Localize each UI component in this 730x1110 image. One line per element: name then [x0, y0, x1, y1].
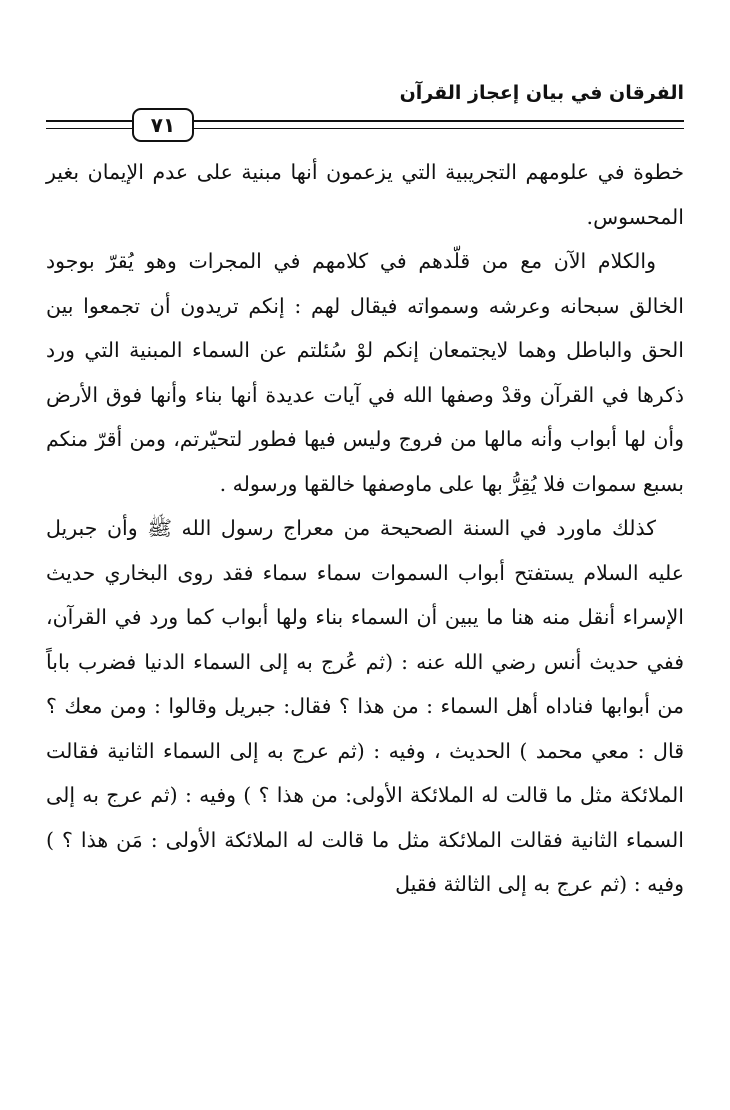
paragraph: والكلام الآن مع من قلّدهم في كلامهم في المجرات وهو يُقرّ بوجود الخالق سبحانه وعرشه وسمواته فيقال لهم : إنكم تريدون أن تجمعوا بين الحق والباطل وهما لايجتمعان إنكم لوْ سُئلتم عن السماء المبنية التي ورد ذكرها في القرآن وقدْ وصفها الله في آيات عديدة أنها بناء وأنها فوق الأرض وأن لها أبواب وأنه مالها من فروج وليس فيها فطور لتحيّرتم، ومن أقرّ منكم بسبع سموات فلا يُقِرُّ بها على ماوصفها خالقها ورسوله . — [46, 249, 684, 496]
page-body — [46, 150, 684, 907]
page-number: ٧١ — [132, 108, 194, 142]
paragraph: خطوة في علومهم التجريبية التي يزعمون أنها مبنية على عدم الإيمان بغير المحسوس. — [46, 160, 684, 229]
page-header — [46, 78, 684, 158]
paragraph: كذلك ماورد في السنة الصحيحة من معراج رسول الله ﷺ وأن جبريل عليه السلام يستفتح أبواب السموات سماء سماء فقد روى البخاري حديث الإسراء أنقل منه هنا ما يبين أن السماء بناء ولها أبواب كما ورد في القرآن، ففي حديث أنس رضي الله عنه : (ثم عُرج به إلى السماء الدنيا فضرب باباً من أبوابها فناداه أهل السماء : من هذا ؟ فقال: جبريل وقالوا : ومن معك ؟ قال : معي محمد ) الحديث ، وفيه : (ثم عرج به إلى السماء الثانية فقالت الملائكة مثل ما قالت له الملائكة الأولى: من هذا ؟ ) وفيه : (ثم عرج به إلى السماء الثانية فقالت الملائكة مثل ما قالت له الملائكة الأولى : مَن هذا ؟ ) وفيه : (ثم عرج به إلى الثالثة فقيل — [46, 516, 684, 896]
running-title: الفرقان في بيان إعجاز القرآن — [399, 82, 684, 104]
